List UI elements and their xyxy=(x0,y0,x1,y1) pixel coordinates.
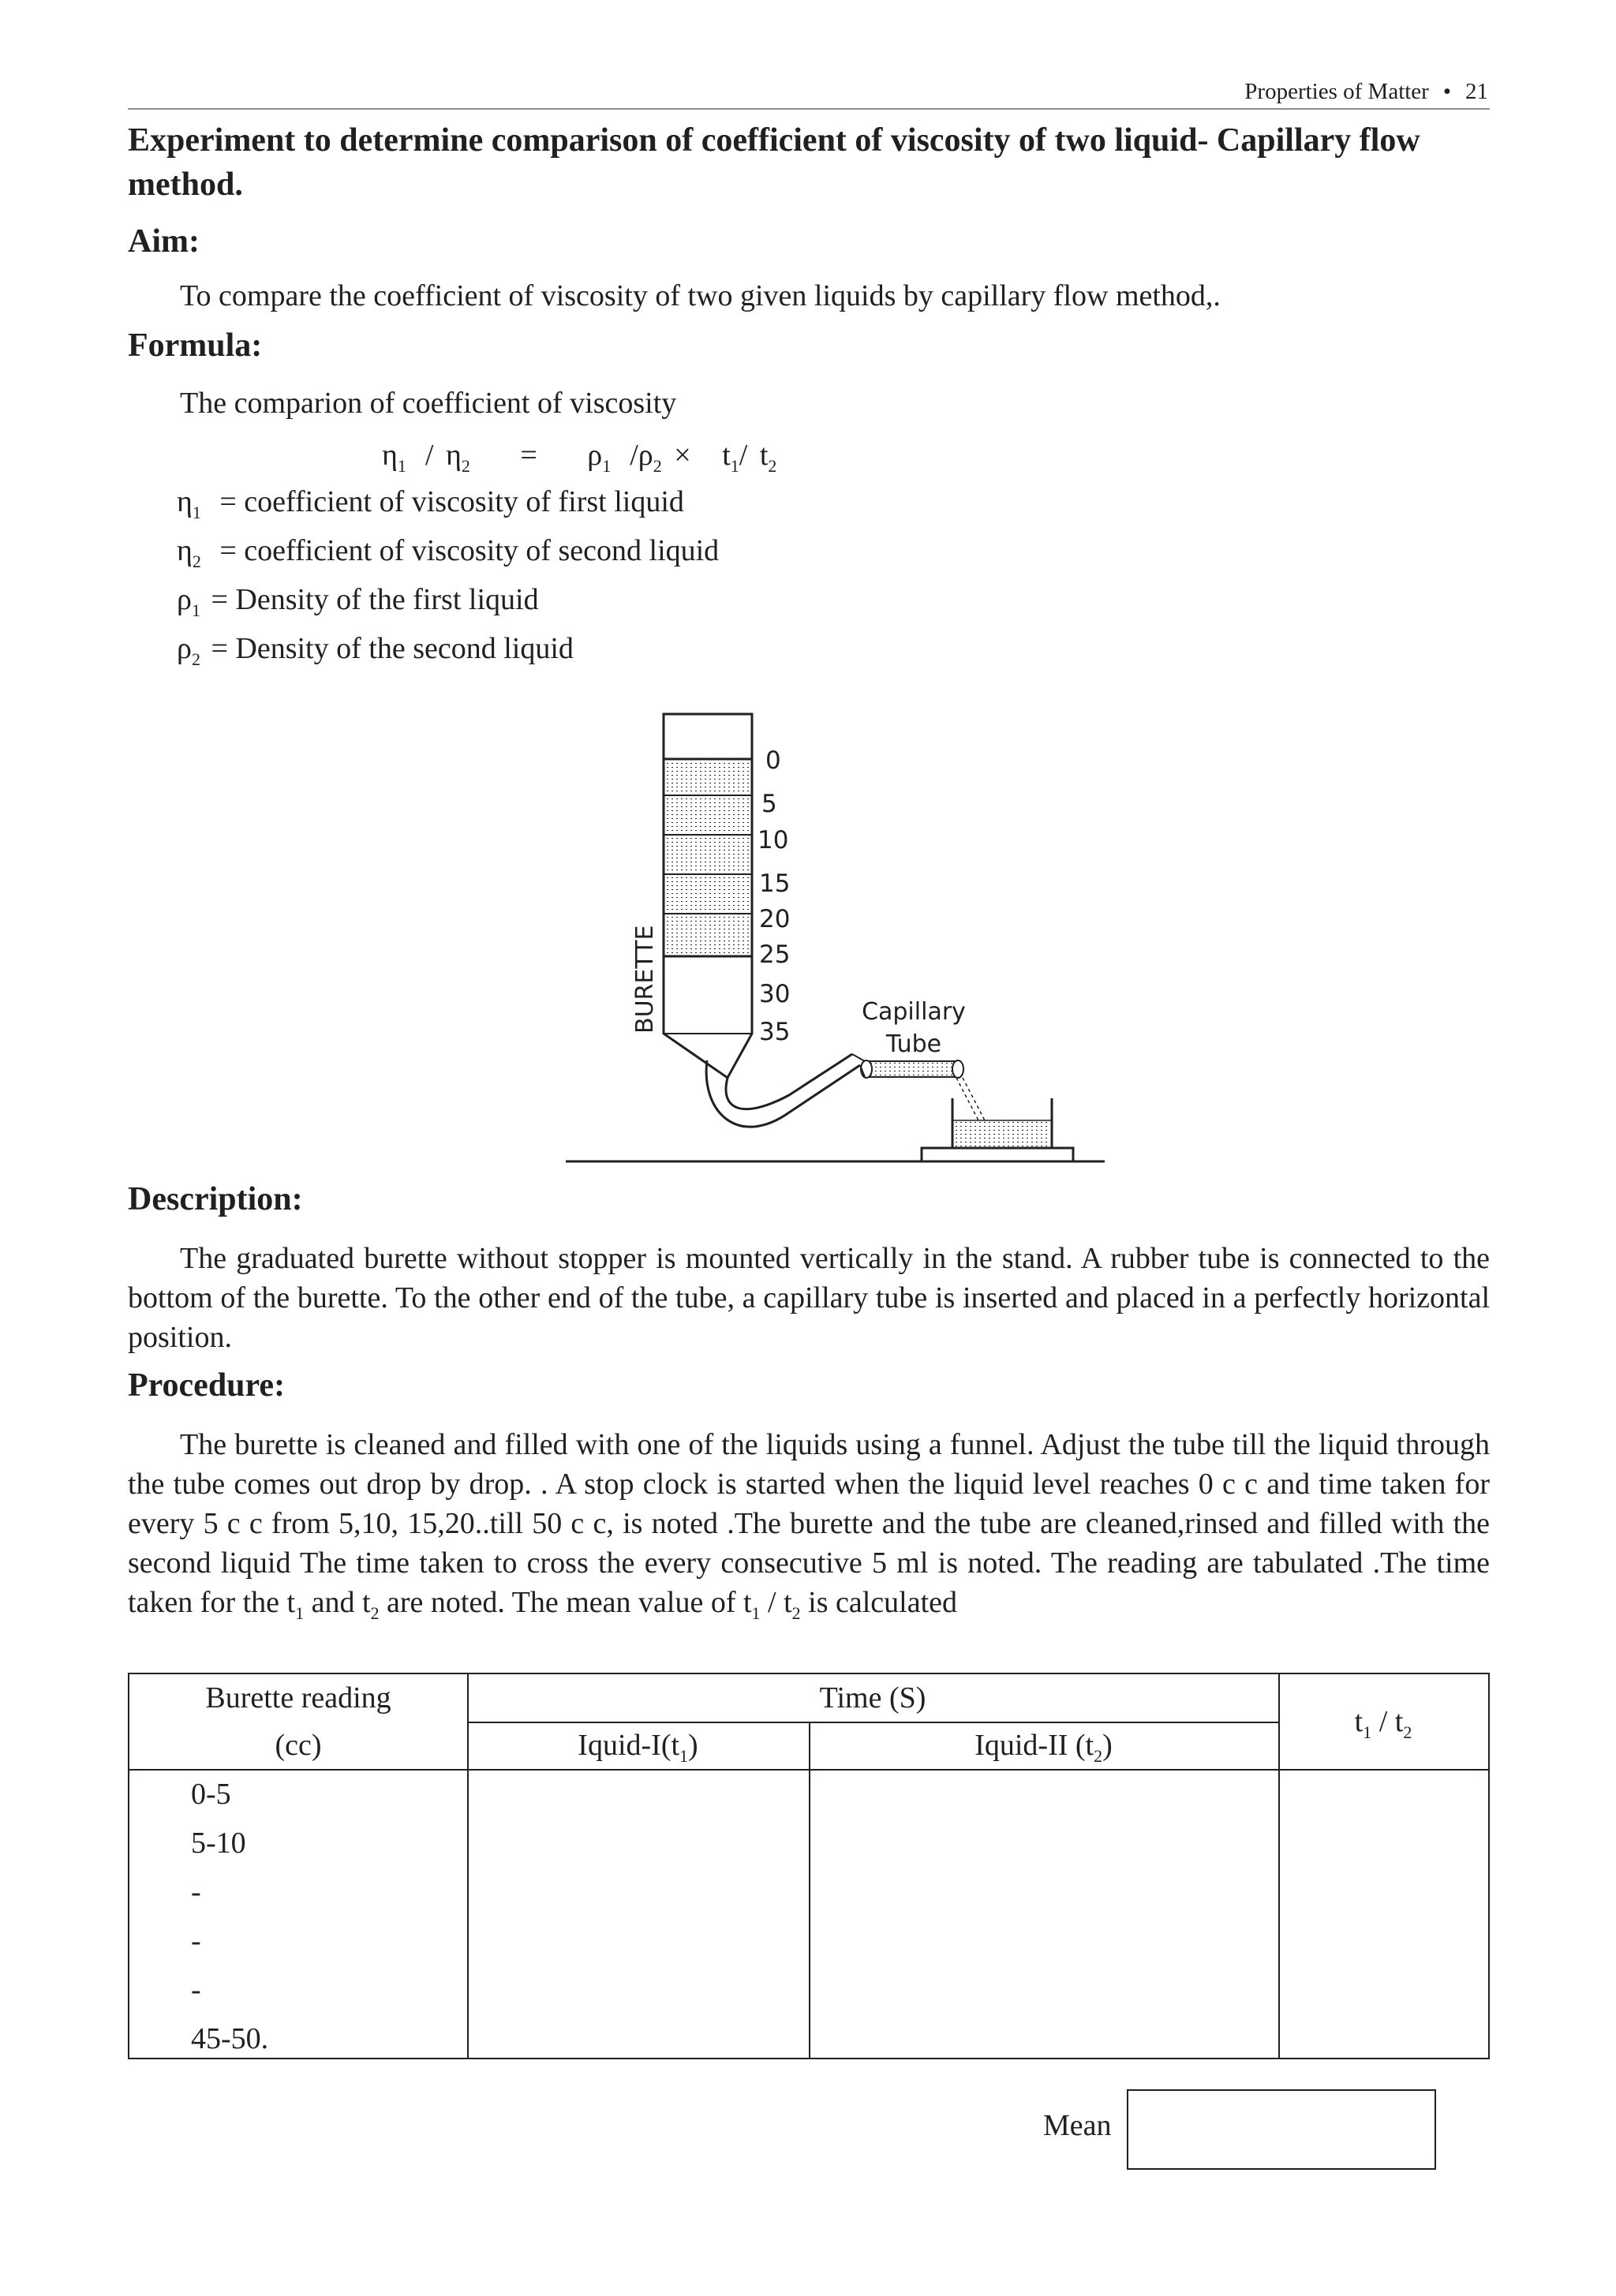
capillary-label: Capillary xyxy=(862,998,966,1026)
header-rule xyxy=(128,108,1490,110)
burette-diagram xyxy=(552,702,1120,1168)
header-bullet: • xyxy=(1442,79,1451,104)
table-row: - xyxy=(191,1973,201,2006)
readings-table xyxy=(128,1673,1490,2059)
definition-rho2: $\rho_2$ = Density of the second liquid xyxy=(177,632,574,669)
header-burette-unit: (cc) xyxy=(275,1729,322,1762)
burette xyxy=(664,714,752,1078)
procedure-heading: Procedure: xyxy=(128,1367,286,1404)
description-text: The graduated burette without stopper is mounted vertically in the stand. A rubber tube is connected to the bottom of the burette. To the other end of the tube, a capillary tube is inserted and placed in a perfectly horizontal position. xyxy=(128,1242,1490,1354)
mean-value-box xyxy=(1127,2089,1436,2170)
viscosity-formula: $\eta_1 / \eta_2 = \rho_1$ $/\rho_2 \times t_1/$ $t_2$ xyxy=(382,439,777,476)
scale-label: 15 xyxy=(759,869,791,898)
definition-eta2: $\eta_2$ = coefficient of viscosity of second liquid xyxy=(177,534,720,571)
formula-intro: The comparion of coefficient of viscosity xyxy=(180,387,677,420)
header-liquid-1: Iquid-$I(t_1)$ xyxy=(578,1729,698,1766)
capillary-label: Tube xyxy=(885,1030,942,1058)
page-number: 21 xyxy=(1465,79,1488,104)
scale-label: 0 xyxy=(765,746,781,775)
scale-label: 5 xyxy=(761,790,777,818)
header-burette-reading: Burette reading xyxy=(205,1681,391,1715)
header-time: Time (S) xyxy=(819,1681,926,1715)
definition-rho1: $\rho_1$ = Density of the first liquid xyxy=(177,583,539,620)
running-header xyxy=(1244,79,1488,105)
definition-eta1: $\eta_1$ = coefficient of viscosity of first liquid xyxy=(177,485,684,522)
scale-label: 25 xyxy=(759,940,791,969)
liquid-stream xyxy=(956,1078,985,1120)
procedure-text: The burette is cleaned and filled with one of the liquids using a funnel. Adjust the tube till the liquid through the tube comes out drop by drop. . A stop clock is started when the liquid level reaches 0 c c and time taken for every 5 c c from 5,10, 15,20..till 50 c c, is noted .The burette and the tube are cleaned,rinsed and filled with the second liquid The time taken to cross the every consecutive 5 ml is noted. The reading are tabulated .The time taken for the $t_1$ and $t_2$ are noted. The mean value of $t_1 / t_2$ is calculated xyxy=(128,1428,1490,1623)
table-row: - xyxy=(191,1924,201,1958)
experiment-title: Experiment to determine comparison of coefficient of viscosity of two liquid- Capillary flow method. xyxy=(128,122,1420,203)
burette-label: BURETTE xyxy=(631,925,659,1034)
mean-label: Mean xyxy=(1043,2109,1112,2142)
table-row: 5-10 xyxy=(191,1827,246,1860)
table-row: - xyxy=(191,1875,201,1909)
table-row: 0-5 xyxy=(191,1778,231,1811)
scale-label: 35 xyxy=(759,1018,791,1046)
description-heading: Description: xyxy=(128,1181,303,1217)
formula-heading: Formula: xyxy=(128,327,263,364)
table-row: 45-50. xyxy=(191,2022,269,2055)
header-section: Properties of Matter xyxy=(1244,79,1429,104)
beaker xyxy=(922,1098,1073,1161)
aim-heading: Aim: xyxy=(128,223,200,260)
scale-label: 20 xyxy=(759,905,791,933)
scale-label: 10 xyxy=(758,826,789,854)
header-liquid-2: Iquid-II $(t_2)$ xyxy=(974,1729,1113,1766)
aim-text: To compare the coefficient of viscosity of two given liquids by capillary flow method,. xyxy=(180,279,1221,312)
scale-label: 30 xyxy=(759,980,791,1008)
header-ratio: $t_1 / t_2$ xyxy=(1354,1705,1412,1742)
rubber-tube xyxy=(706,1060,860,1127)
